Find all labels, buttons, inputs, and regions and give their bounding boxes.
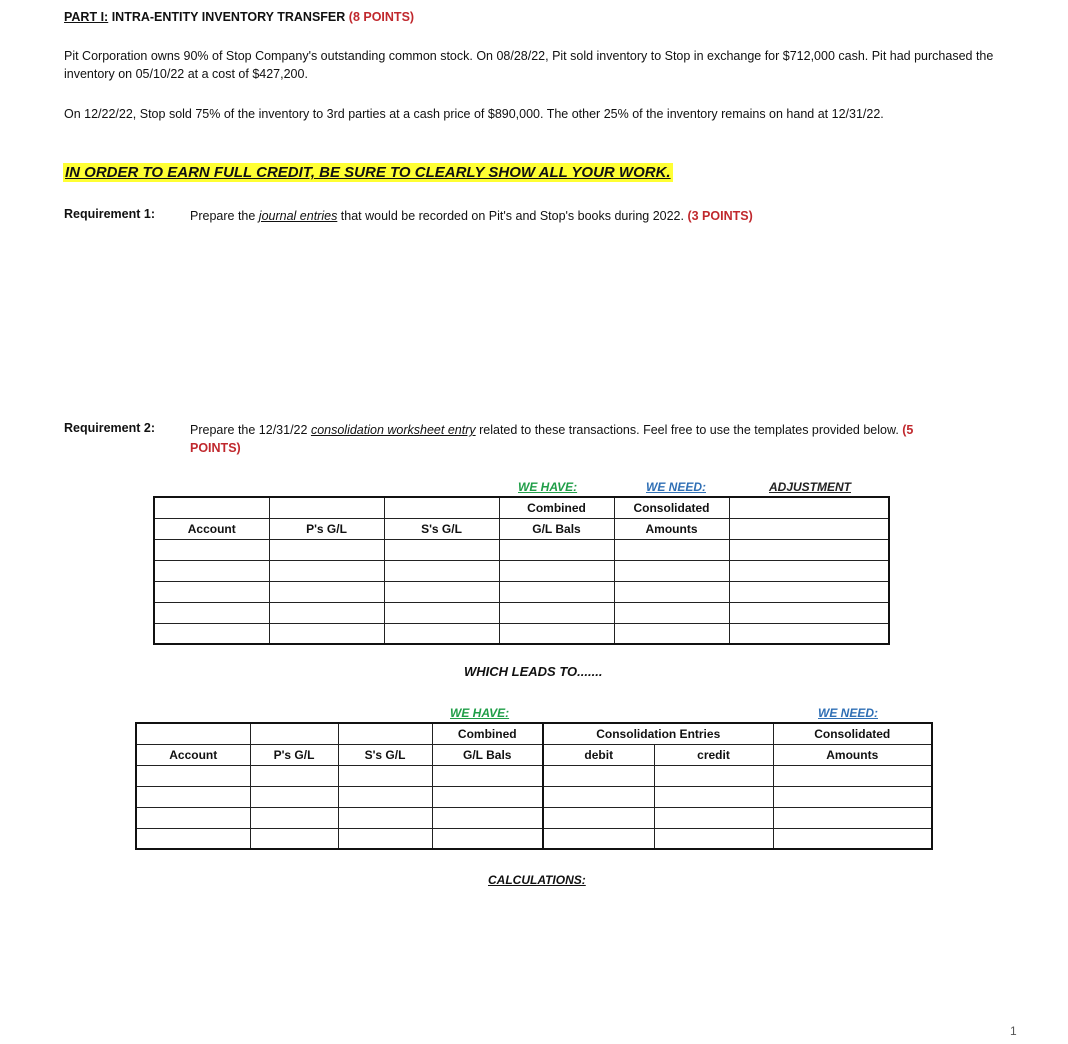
- t1-s-gl-header: S's G/L: [384, 518, 499, 539]
- t2-cell[interactable]: [654, 765, 773, 786]
- t1-cell[interactable]: [154, 560, 269, 581]
- t1-cell[interactable]: [499, 623, 614, 644]
- t1-cell[interactable]: [614, 602, 729, 623]
- page-number: 1: [1010, 1024, 1017, 1038]
- table2-we-need: WE NEED:: [818, 706, 878, 720]
- t1-cell[interactable]: [729, 497, 889, 518]
- t2-cell[interactable]: [250, 786, 338, 807]
- t2-account-header: Account: [136, 744, 250, 765]
- t1-cell[interactable]: [499, 602, 614, 623]
- t1-cell[interactable]: [614, 581, 729, 602]
- t1-cell[interactable]: [154, 623, 269, 644]
- t1-cell[interactable]: [614, 539, 729, 560]
- t2-cell[interactable]: [136, 786, 250, 807]
- title-part: PART I:: [64, 10, 109, 24]
- t1-combined-header: Combined: [499, 497, 614, 518]
- t1-cell[interactable]: [729, 539, 889, 560]
- t1-cell[interactable]: [154, 497, 269, 518]
- req1-points: (3 POINTS): [687, 209, 753, 223]
- full-credit-notice: IN ORDER TO EARN FULL CREDIT, BE SURE TO CLEARLY SHOW ALL YOUR WORK.: [65, 164, 671, 181]
- problem-paragraph-1: Pit Corporation owns 90% of Stop Company's outstanding common stock. On 08/28/22, Pit sold inventory to Stop in exchange for $712,000 cash. Pit had purchased the inventory on 05/10/22 at a cost of $427,200.: [64, 49, 994, 81]
- t1-cell[interactable]: [384, 602, 499, 623]
- table1-worksheet: [153, 496, 890, 645]
- t1-amounts-header: Amounts: [614, 518, 729, 539]
- t2-cell[interactable]: [432, 828, 543, 849]
- t1-cell[interactable]: [614, 623, 729, 644]
- t1-cell[interactable]: [269, 497, 384, 518]
- page-title: [64, 10, 414, 24]
- t1-cell[interactable]: [384, 560, 499, 581]
- t2-cell[interactable]: [654, 807, 773, 828]
- t1-cell[interactable]: [499, 560, 614, 581]
- t2-credit-header: credit: [654, 744, 773, 765]
- t2-cell[interactable]: [654, 828, 773, 849]
- table1-we-have: WE HAVE:: [518, 480, 578, 494]
- calculations-heading: CALCULATIONS:: [488, 873, 586, 887]
- t2-cell[interactable]: [136, 723, 250, 744]
- t2-cell[interactable]: [432, 765, 543, 786]
- t1-cell[interactable]: [729, 623, 889, 644]
- t2-cell[interactable]: [773, 765, 932, 786]
- t1-p-gl-header: P's G/L: [269, 518, 384, 539]
- t2-cell[interactable]: [543, 765, 654, 786]
- t2-cell[interactable]: [250, 765, 338, 786]
- t2-cell[interactable]: [432, 786, 543, 807]
- t2-consolidated-header: Consolidated: [773, 723, 932, 744]
- t2-cell[interactable]: [543, 807, 654, 828]
- t2-cell[interactable]: [250, 828, 338, 849]
- title-name: INTRA-ENTITY INVENTORY TRANSFER: [111, 10, 346, 24]
- t1-gl-bals-header: G/L Bals: [499, 518, 614, 539]
- t2-cell[interactable]: [773, 786, 932, 807]
- t2-debit-header: debit: [543, 744, 654, 765]
- t1-cell[interactable]: [384, 539, 499, 560]
- t1-cell[interactable]: [384, 497, 499, 518]
- t1-consolidated-header: Consolidated: [614, 497, 729, 518]
- t1-cell[interactable]: [154, 602, 269, 623]
- t1-cell[interactable]: [269, 539, 384, 560]
- req2-post: related to these transactions. Feel free to use the templates provided below.: [475, 423, 903, 437]
- table2-we-have: WE HAVE:: [450, 706, 510, 720]
- table1-we-need: WE NEED:: [646, 480, 706, 494]
- requirement-1-text: [190, 207, 1010, 225]
- t2-consolidation-entries-header: Consolidation Entries: [543, 723, 773, 744]
- req2-emphasis: consolidation worksheet entry: [310, 423, 476, 437]
- t2-gl-bals-header: G/L Bals: [432, 744, 543, 765]
- t1-cell[interactable]: [269, 602, 384, 623]
- t2-cell[interactable]: [250, 807, 338, 828]
- t1-cell[interactable]: [729, 602, 889, 623]
- req1-pre: Prepare the: [190, 209, 259, 223]
- t2-cell[interactable]: [338, 807, 432, 828]
- t1-cell[interactable]: [384, 581, 499, 602]
- t2-cell[interactable]: [338, 828, 432, 849]
- t2-cell[interactable]: [432, 807, 543, 828]
- t2-cell[interactable]: [338, 723, 432, 744]
- t2-p-gl-header: P's G/L: [250, 744, 338, 765]
- t2-cell[interactable]: [136, 828, 250, 849]
- req1-emphasis: journal entries: [258, 209, 338, 223]
- t2-combined-header: Combined: [432, 723, 543, 744]
- t2-amounts-header: Amounts: [773, 744, 932, 765]
- t2-cell[interactable]: [773, 828, 932, 849]
- table2-worksheet: [135, 722, 933, 850]
- which-leads-to: WHICH LEADS TO.......: [464, 664, 603, 679]
- t2-cell[interactable]: [654, 786, 773, 807]
- req2-pre: Prepare the 12/31/22: [190, 423, 311, 437]
- t2-cell[interactable]: [136, 807, 250, 828]
- t1-cell[interactable]: [384, 623, 499, 644]
- req1-post: that would be recorded on Pit's and Stop's books during 2022.: [337, 209, 688, 223]
- t2-cell[interactable]: [773, 807, 932, 828]
- t1-cell[interactable]: [154, 581, 269, 602]
- requirement-1-label: Requirement 1:: [64, 207, 155, 221]
- t1-cell[interactable]: [269, 581, 384, 602]
- t1-cell[interactable]: [729, 560, 889, 581]
- t2-cell[interactable]: [338, 786, 432, 807]
- t1-cell[interactable]: [729, 581, 889, 602]
- t1-cell[interactable]: [499, 581, 614, 602]
- title-points: (8 POINTS): [348, 10, 415, 24]
- table1-adjustment: ADJUSTMENT: [769, 480, 852, 494]
- t2-cell[interactable]: [338, 765, 432, 786]
- t1-cell[interactable]: [729, 518, 889, 539]
- t2-cell[interactable]: [136, 765, 250, 786]
- t1-cell[interactable]: [499, 539, 614, 560]
- req2-points: (5 POINTS): [190, 423, 914, 455]
- problem-paragraph-2: On 12/22/22, Stop sold 75% of the inventory to 3rd parties at a cash price of $890,000. The other 25% of the inventory remains on hand at 12/31/22.: [64, 107, 884, 121]
- t2-s-gl-header: S's G/L: [338, 744, 432, 765]
- t1-cell[interactable]: [269, 560, 384, 581]
- t2-cell[interactable]: [250, 723, 338, 744]
- t1-cell[interactable]: [269, 623, 384, 644]
- t2-cell[interactable]: [543, 786, 654, 807]
- t1-cell[interactable]: [614, 560, 729, 581]
- t1-account-header: Account: [154, 518, 269, 539]
- requirement-2-text: [190, 421, 950, 457]
- t2-cell[interactable]: [543, 828, 654, 849]
- t1-cell[interactable]: [154, 539, 269, 560]
- requirement-2-label: Requirement 2:: [64, 421, 155, 435]
